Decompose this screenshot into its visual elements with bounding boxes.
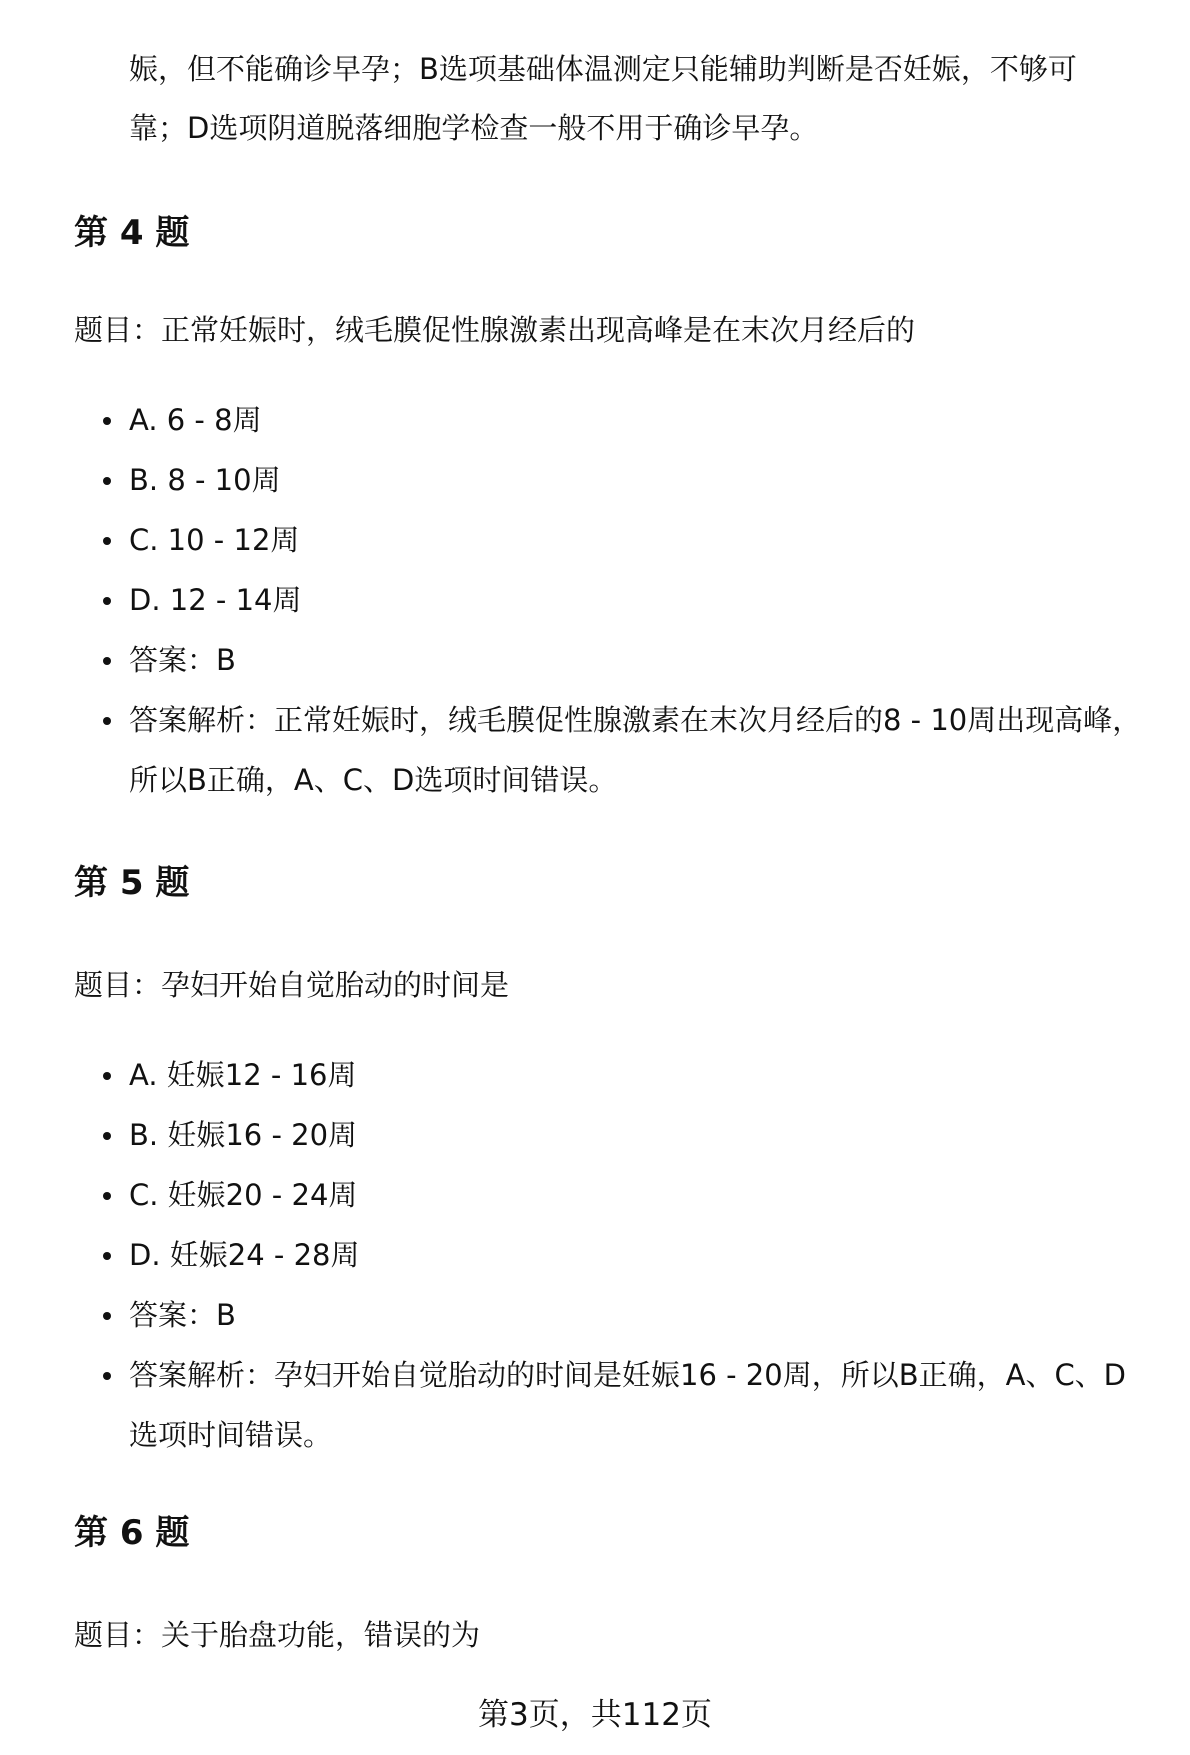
answer: 答案：B [103, 630, 1153, 690]
question-4-options [103, 390, 1153, 810]
question-5-heading: 第 5 题 [74, 863, 190, 903]
option-c: C. 妊娠20 - 24周 [103, 1165, 1153, 1225]
bullet-icon [103, 1312, 111, 1320]
bullet-icon [103, 417, 111, 425]
option-d: D. 妊娠24 - 28周 [103, 1225, 1153, 1285]
answer: 答案：B [103, 1285, 1153, 1345]
bullet-icon [103, 537, 111, 545]
question-6-heading: 第 6 题 [74, 1513, 190, 1553]
option-d: D. 12 - 14周 [103, 570, 1153, 630]
prev-explanation-line-1: 娠，但不能确诊早孕；B选项基础体温测定只能辅助判断是否妊娠，不够可 [129, 52, 1077, 86]
bullet-icon [103, 597, 111, 605]
option-a: A. 妊娠12 - 16周 [103, 1045, 1153, 1105]
bullet-icon [103, 1192, 111, 1200]
page-number-footer: 第3页，共112页 [478, 1697, 712, 1733]
option-c: C. 10 - 12周 [103, 510, 1153, 570]
bullet-icon [103, 717, 111, 725]
bullet-icon [103, 1372, 111, 1380]
prev-explanation-continuation [129, 40, 1139, 158]
bullet-icon [103, 1252, 111, 1260]
option-b: B. 8 - 10周 [103, 450, 1153, 510]
question-4-heading: 第 4 题 [74, 213, 190, 253]
question-4-text: 题目：正常妊娠时，绒毛膜促性腺激素出现高峰是在末次月经后的 [74, 313, 916, 347]
bullet-icon [103, 657, 111, 665]
question-6-text: 题目：关于胎盘功能，错误的为 [74, 1618, 481, 1652]
bullet-icon [103, 1132, 111, 1140]
bullet-icon [103, 477, 111, 485]
question-5-options [103, 1045, 1153, 1465]
answer-explanation: 答案解析：孕妇开始自觉胎动的时间是妊娠16 - 20周，所以B正确，A、C、D 选项时间错误。 [103, 1345, 1153, 1465]
prev-explanation-line-2: 靠；D选项阴道脱落细胞学检查一般不用于确诊早孕。 [129, 111, 819, 145]
option-b: B. 妊娠16 - 20周 [103, 1105, 1153, 1165]
bullet-icon [103, 1072, 111, 1080]
answer-explanation: 答案解析：正常妊娠时，绒毛膜促性腺激素在末次月经后的8 - 10周出现高峰， 所以B正确，A、C、D选项时间错误。 [103, 690, 1153, 810]
question-5-text: 题目：孕妇开始自觉胎动的时间是 [74, 968, 510, 1002]
option-a: A. 6 - 8周 [103, 390, 1153, 450]
